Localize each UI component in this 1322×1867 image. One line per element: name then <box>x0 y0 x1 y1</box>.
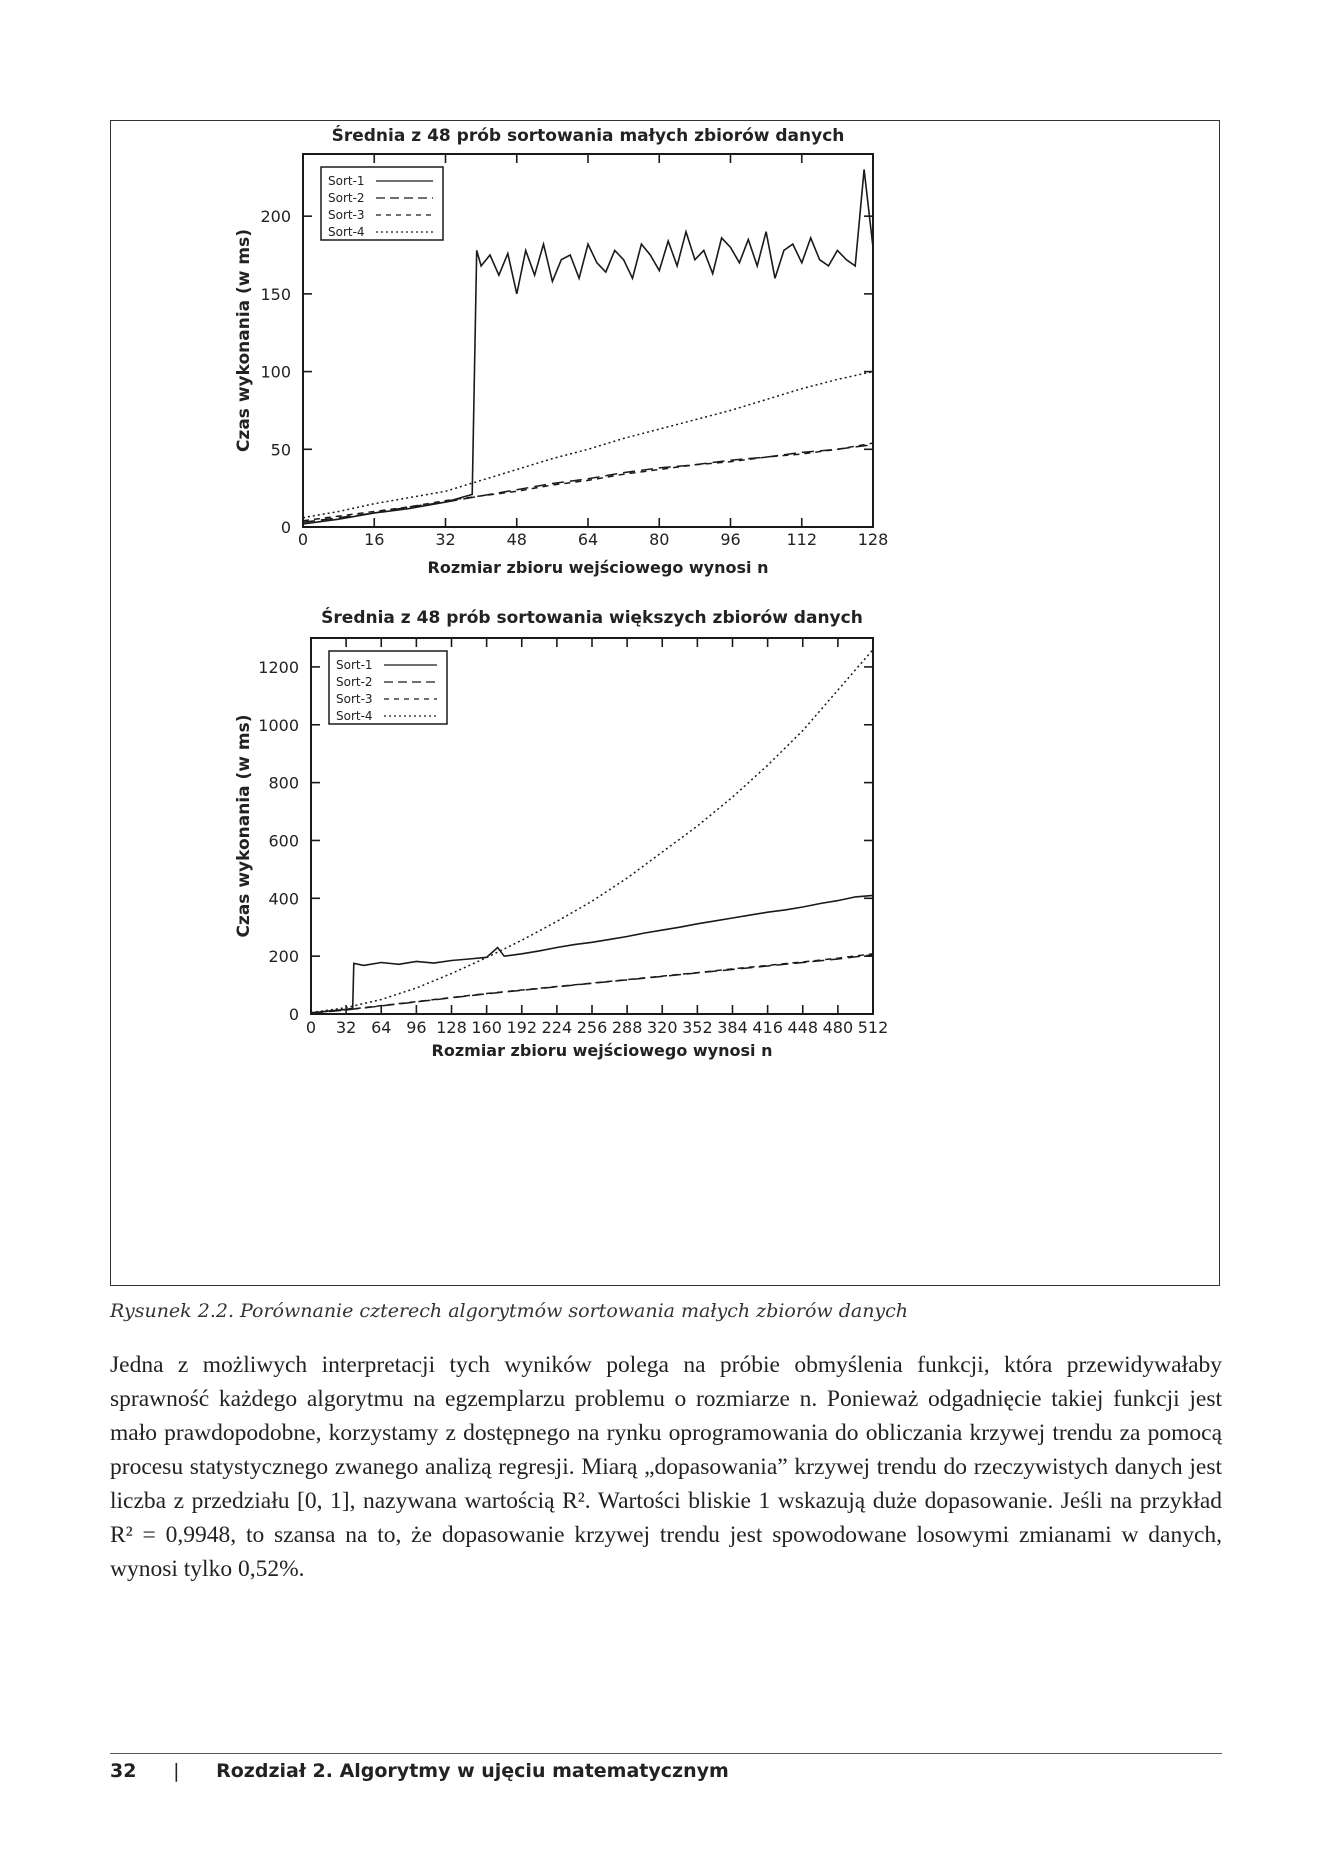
x-tick-label: 416 <box>752 1018 783 1037</box>
x-tick-label: 96 <box>720 530 741 549</box>
series-line-sort-3 <box>303 443 873 521</box>
x-tick-label: 128 <box>857 530 889 549</box>
legend-label: Sort-4 <box>336 709 373 723</box>
y-axis-label: Czas wykonania (w ms) <box>234 228 254 453</box>
page-footer <box>110 1760 729 1790</box>
x-tick-label: 64 <box>577 530 599 549</box>
x-tick-label: 288 <box>611 1018 643 1037</box>
x-axis-label: Rozmiar zbioru wejściowego wynosi n <box>427 558 769 577</box>
chart-title: Średnia z 48 prób sortowania większych zbiorów danych <box>321 608 863 628</box>
y-tick-label: 800 <box>268 773 299 793</box>
x-tick-label: 224 <box>541 1018 573 1037</box>
y-tick-label: 100 <box>260 362 291 382</box>
footer-separator: | <box>173 1760 180 1782</box>
x-tick-label: 96 <box>406 1018 427 1037</box>
series-line-sort-4 <box>303 372 873 518</box>
figure-caption: Rysunek 2.2. Porównanie czterech algorytmów sortowania małych zbiorów danych <box>110 1300 909 1322</box>
chart-title: Średnia z 48 prób sortowania małych zbiorów danych <box>331 126 845 146</box>
chart-legend <box>321 167 443 240</box>
series-line-sort-3 <box>311 954 873 1013</box>
chapter-title: Rozdział 2. Algorytmy w ujęciu matematycznym <box>216 1760 729 1782</box>
x-tick-label: 480 <box>822 1018 854 1037</box>
legend-label: Sort-2 <box>336 675 373 689</box>
x-tick-label: 64 <box>371 1018 392 1037</box>
legend-label: Sort-1 <box>336 658 373 672</box>
chart-2 <box>234 606 888 1060</box>
y-tick-label: 200 <box>268 947 299 967</box>
x-tick-label: 192 <box>506 1018 538 1037</box>
y-axis-label: Czas wykonania (w ms) <box>234 714 254 938</box>
x-tick-label: 0 <box>297 530 309 549</box>
x-tick-label: 32 <box>335 1018 357 1037</box>
y-tick-label: 150 <box>260 284 291 304</box>
page-number: 32 <box>110 1760 137 1782</box>
y-tick-label: 1000 <box>258 715 299 735</box>
body-paragraph: Jedna z możliwych interpretacji tych wyników polega na próbie obmyślenia funkcji, która przewidywałaby sprawność każdego algorytmu na egzemplarzu problemu o rozmiarze n. Ponieważ odgadnięcie takiej funkcji jest mało prawdopodobne, korzystamy z dostępnego na rynku oprogramowania do obliczania krzywej trendu za pomocą procesu statystycznego zwanego analizą regresji. Miarą „dopasowania” krzywej trendu do rzeczywistych danych jest liczba z przedziału [0, 1], nazywana wartością R². Wartości bliskie 1 wskazują duże dopasowanie. Jeśli na przykład R² = 0,9948, to szansa na to, że dopasowanie krzywej trendu jest spowodowane losowymi zmianami w danych, wynosi tylko 0,52%. <box>110 1352 1222 1582</box>
y-tick-label: 0 <box>288 1005 299 1024</box>
x-tick-label: 48 <box>506 530 527 549</box>
x-tick-label: 256 <box>576 1018 608 1037</box>
y-tick-label: 200 <box>260 207 291 227</box>
legend-label: Sort-1 <box>328 174 365 188</box>
x-tick-label: 128 <box>436 1018 467 1037</box>
x-tick-label: 384 <box>717 1018 748 1037</box>
legend-label: Sort-3 <box>328 208 365 222</box>
x-tick-label: 32 <box>435 530 456 549</box>
y-tick-label: 1200 <box>258 657 299 677</box>
chart-1 <box>234 124 888 577</box>
x-tick-label: 512 <box>857 1018 889 1037</box>
legend-label: Sort-2 <box>328 191 365 205</box>
x-tick-label: 16 <box>364 530 385 549</box>
y-tick-label: 0 <box>280 518 291 537</box>
x-tick-label: 112 <box>786 530 818 549</box>
x-tick-label: 352 <box>682 1018 713 1037</box>
chart-legend <box>329 651 447 724</box>
figure-frame <box>110 120 1220 1286</box>
x-tick-label: 320 <box>646 1018 678 1037</box>
y-tick-label: 600 <box>268 831 299 851</box>
legend-label: Sort-3 <box>336 692 373 706</box>
y-tick-label: 400 <box>268 889 299 909</box>
x-tick-label: 0 <box>305 1018 317 1037</box>
charts-canvas <box>111 121 1221 1287</box>
legend-label: Sort-4 <box>328 225 365 239</box>
x-tick-label: 160 <box>471 1018 502 1037</box>
x-tick-label: 448 <box>787 1018 819 1037</box>
footer-rule <box>110 1753 1222 1754</box>
body-text <box>110 1348 1222 1586</box>
y-tick-label: 50 <box>270 440 291 460</box>
x-axis-label: Rozmiar zbioru wejściowego wynosi n <box>431 1041 773 1060</box>
x-tick-label: 80 <box>649 530 670 549</box>
